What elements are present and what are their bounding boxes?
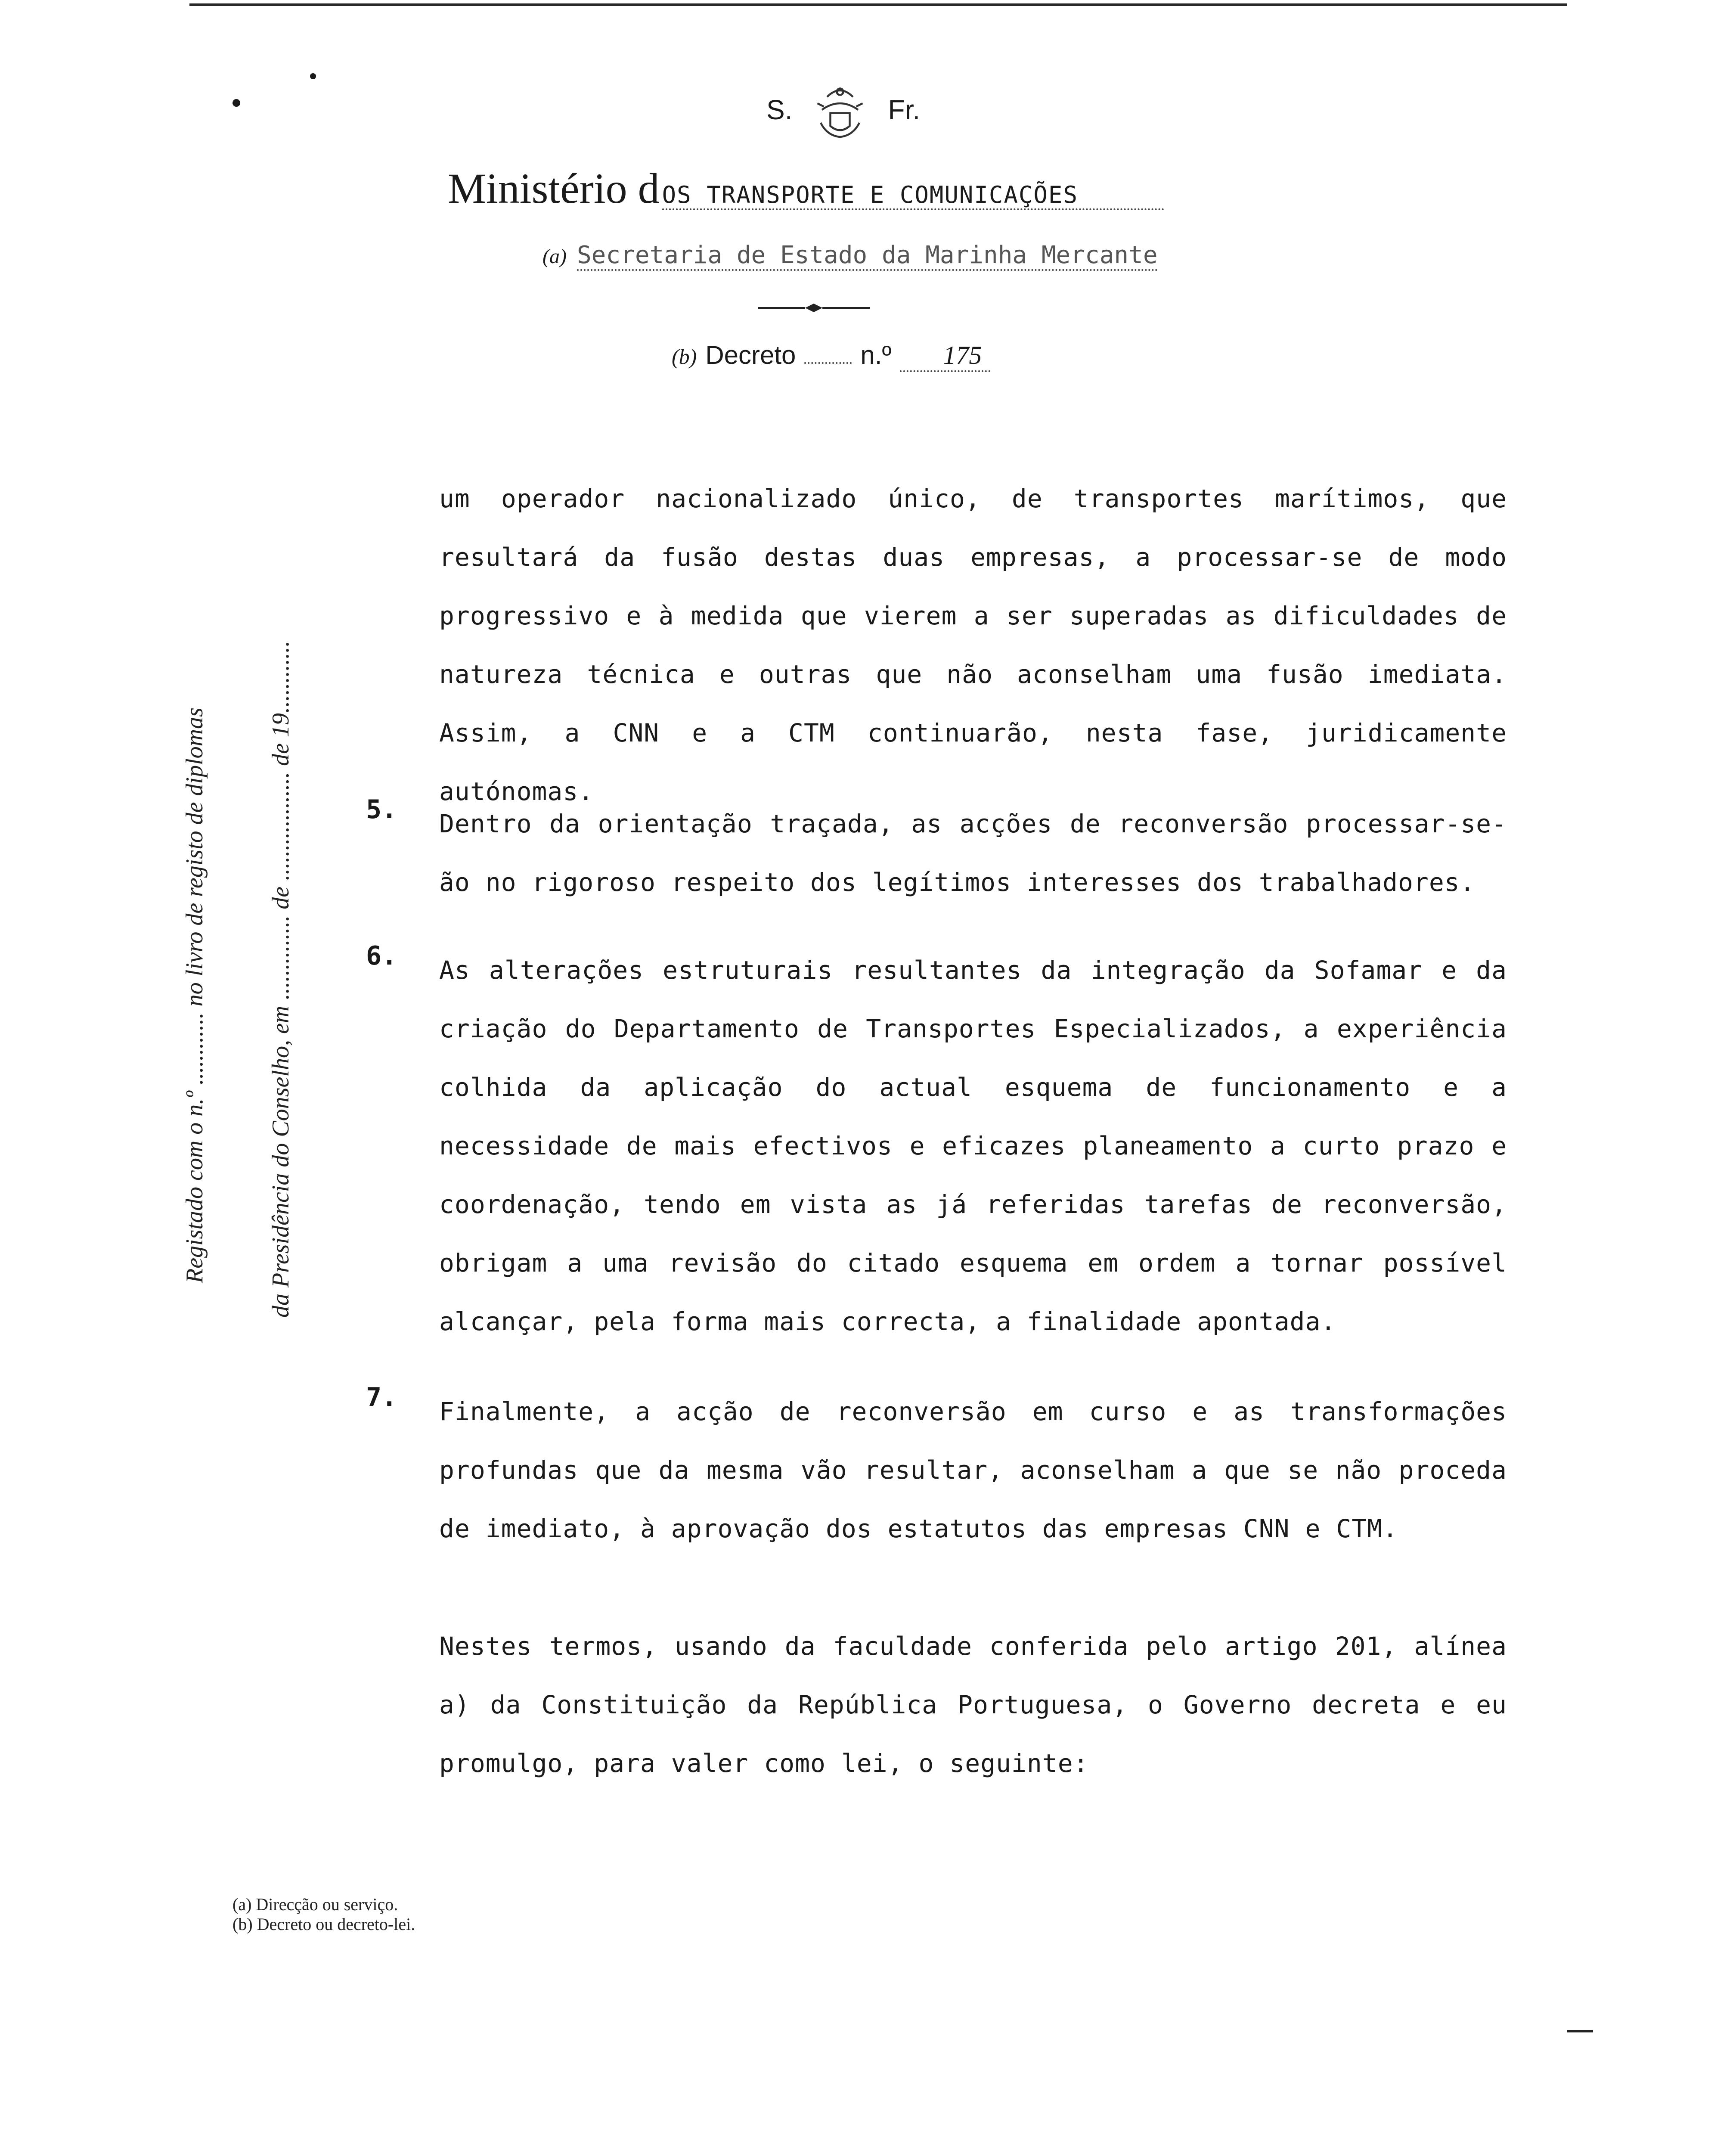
- ministry-prefix: Ministério d: [448, 164, 660, 212]
- item-number: 6.: [366, 941, 397, 971]
- decreto-word: Decreto: [705, 341, 796, 369]
- registration-line: Registado com o n.º ............ no livro de registo de diplomas: [181, 707, 208, 1283]
- item-paragraph: Dentro da orientação traçada, as acções de reconversão processar-se-ão no rigoroso respeito dos legítimos interesses dos trabalhadores.: [439, 809, 1507, 897]
- ornament-divider-icon: [758, 301, 870, 314]
- footnote-b: (b) Decreto ou decreto-lei.: [232, 1914, 415, 1934]
- decreto-n: n.º: [860, 341, 892, 369]
- decreto-line: [672, 340, 990, 372]
- decreto-number: 175: [900, 341, 990, 372]
- decreto-type-blank: [804, 362, 852, 364]
- footnote-a: (a) Direcção ou serviço.: [232, 1895, 398, 1914]
- ink-speck: [232, 99, 240, 107]
- ministry-line: [448, 164, 1164, 213]
- footnotes: [232, 1895, 415, 1934]
- margin-dash: [1567, 2030, 1593, 2032]
- ink-speck: [310, 73, 316, 79]
- right-mark: Fr.: [888, 94, 921, 125]
- closing-paragraph: Nestes termos, usando da faculdade conferida pelo artigo 201, alínea a) da Constituição da República Portuguesa, o Governo decreta e eu promulgo, para valer como lei, o seguinte:: [439, 1632, 1507, 1778]
- ministry-fill: OS TRANSPORTE E COMUNICAÇÕES: [662, 181, 1164, 210]
- secretaria-line: [542, 241, 1158, 271]
- secretaria-fill: Secretaria de Estado da Marinha Mercante: [577, 241, 1158, 271]
- continuation-paragraph: um operador nacionalizado único, de transportes marítimos, que resultará da fusão destas duas empresas, a processar-se de modo progressivo e à medida que vierem a ser superadas as dificuldades de natureza técnica e outras que não aconselham uma fusão imediata. Assim, a CNN e a CTM continuarão, nesta fase, juridicamente autónomas.: [439, 484, 1507, 806]
- item-paragraph: As alterações estruturais resultantes da integração da Sofamar e da criação do Departamento de Transportes Especializados, a experiência colhida da aplicação do actual esquema de funcionamento e a necessidade de mais efectivos e eficazes planeamento a curto prazo e coordenação, tendo em vista as já referidas tarefas de reconversão, obrigam a uma revisão do citado esquema em ordem a tornar possível alcançar, pela forma mais correcta, a finalidade apontada.: [439, 956, 1507, 1336]
- item-paragraph: Finalmente, a acção de reconversão em curso e as transformações profundas que da mesma vão resultar, aconselham a que se não proceda de imediato, à aprovação dos estatutos das empresas CNN e CTM.: [439, 1397, 1507, 1543]
- top-rule: [189, 3, 1567, 6]
- presidency-line: da Presidência do Conselho, em .............. de .................. de 19............: [267, 641, 294, 1318]
- item-number: 7.: [366, 1382, 397, 1412]
- secretaria-label: (a): [542, 245, 567, 268]
- coat-of-arms-icon: [808, 78, 872, 142]
- decreto-label: (b): [672, 344, 697, 369]
- header-marks: [766, 78, 920, 142]
- left-mark: S.: [766, 94, 793, 125]
- item-number: 5.: [366, 794, 397, 825]
